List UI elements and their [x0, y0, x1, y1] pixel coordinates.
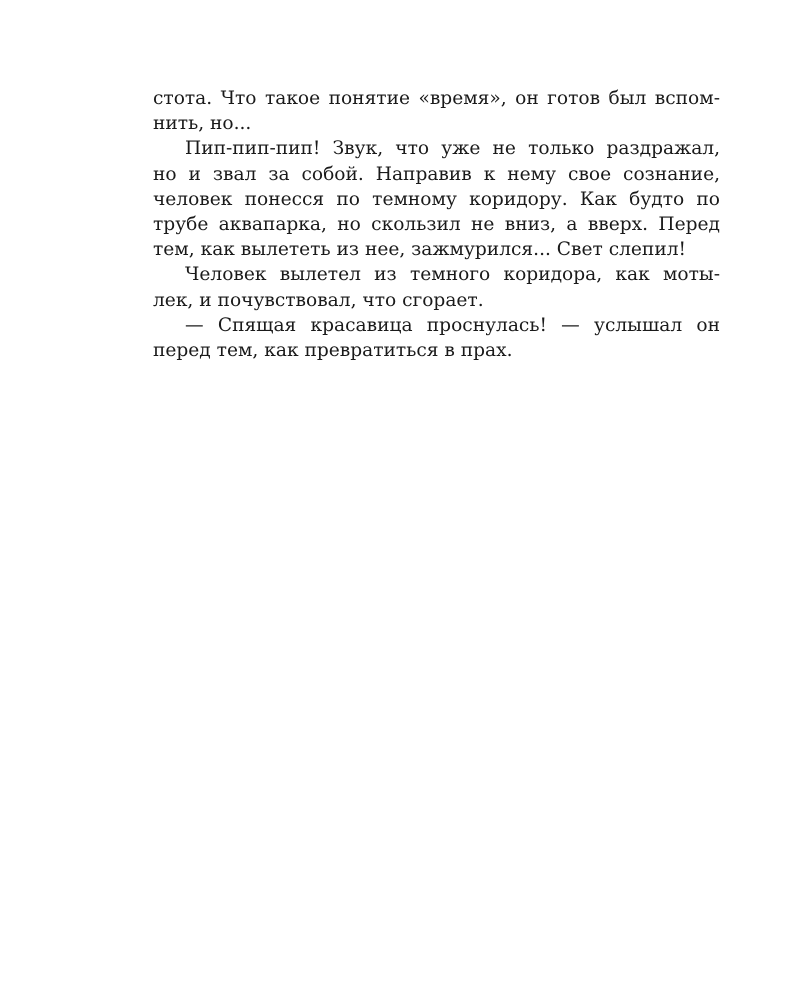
- text-line: — Спящая красавица проснулась! — услышал он: [185, 314, 720, 336]
- body-text: [153, 86, 720, 363]
- text-line: трубе аквапарка, но скользил не вниз, а вверх. Перед: [153, 213, 720, 235]
- text-line: человек понесся по темному коридору. Как будто по: [153, 188, 720, 210]
- text-line: стота. Что такое понятие «время», он готов был вспом-: [153, 88, 720, 109]
- text-line: но и звал за собой. Направив к нему свое сознание,: [153, 163, 720, 185]
- text-line: Человек вылетел из темного коридора, как моты-: [185, 264, 720, 286]
- text-line: тем, как вылететь из нее, зажмурился... Свет слепил!: [153, 239, 686, 261]
- text-line: перед тем, как превратиться в прах.: [153, 339, 513, 361]
- text-line: нить, но...: [153, 113, 252, 135]
- text-line: Пип-пип-пип! Звук, что уже не только раздражал,: [185, 138, 720, 160]
- text-line: лек, и почувствовал, что сгорает.: [153, 289, 484, 311]
